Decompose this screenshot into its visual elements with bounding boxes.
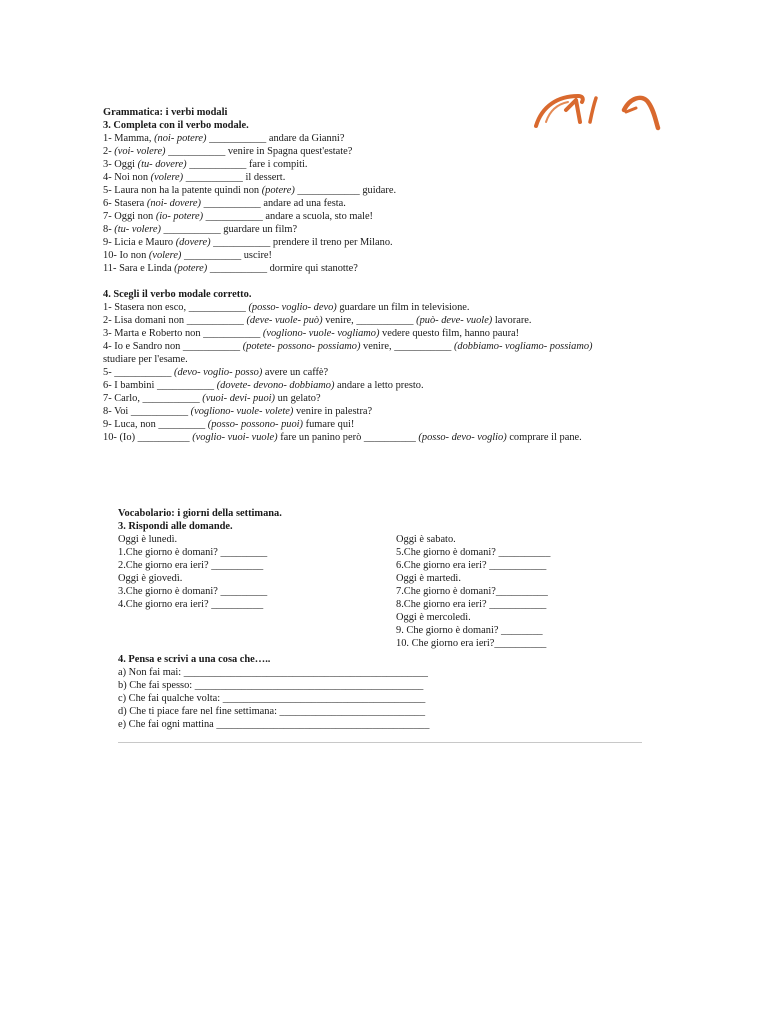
item-text: 2- Lisa domani non ___________ <box>103 315 247 326</box>
item-text: ___________ venire in Spagna quest'estate? <box>165 146 353 157</box>
verb-hint: (voi- volere) <box>114 146 166 157</box>
vocab-ex4-list <box>118 666 429 731</box>
verb-options: (può- deve- vuole) <box>416 315 493 326</box>
verb-options: (dovete- devono- dobbiamo) <box>216 380 335 391</box>
verb-options: (vogliono- vuole- vogliamo) <box>262 328 380 339</box>
grammar-ex3-title: 3. Completa con il verbo modale. <box>103 120 249 131</box>
item-text: 6- Stasera <box>103 198 147 209</box>
item-text: ___________ andare ad una festa. <box>201 198 346 209</box>
verb-options: (deve- vuole- può) <box>246 315 323 326</box>
item-text: 3- Marta e Roberto non ___________ <box>103 328 263 339</box>
vocab-right-column <box>396 533 550 650</box>
item-text: 4- Noi non <box>103 172 151 183</box>
question-line: Oggi è sabato. <box>396 534 456 545</box>
item-text: ___________ guardare un film? <box>160 224 298 235</box>
vocab-title: Vocabolario: i giorni della settimana. <box>118 508 282 519</box>
exercise-item <box>103 340 592 353</box>
spacer <box>103 275 592 288</box>
item-text: ____________ guidare. <box>294 185 397 196</box>
exercise-item <box>103 132 592 145</box>
question-line: 2.Che giorno era ieri? __________ <box>118 560 264 571</box>
item-text: venire, ___________ <box>322 315 417 326</box>
item-text: 8- Voi ___________ <box>103 406 191 417</box>
item-text: venire, ___________ <box>360 341 454 352</box>
writing-prompt: d) Che ti piace fare nel fine settimana: ____________________________ <box>118 706 426 717</box>
logo-stroke-6 <box>626 108 636 112</box>
item-text: andare a letto presto. <box>334 380 424 391</box>
grammar-ex3-list <box>103 132 592 275</box>
exercise-item <box>103 158 592 171</box>
item-text: 9- Luca, non _________ <box>103 419 208 430</box>
question-line: 1.Che giorno è domani? _________ <box>118 547 268 558</box>
exercise-item <box>103 392 592 405</box>
item-text: 10- Io non <box>103 250 149 261</box>
item-text: avere un caffè? <box>262 367 329 378</box>
verb-hint: (tu- volere) <box>114 224 161 235</box>
exercise-item <box>103 366 592 379</box>
item-text: 1- Stasera non esco, ___________ <box>103 302 249 313</box>
exercise-item <box>103 184 592 197</box>
item-text: 8- <box>103 224 115 235</box>
exercise-item <box>103 353 592 366</box>
bottom-divider <box>118 742 642 743</box>
item-text: 1- Mamma, <box>103 133 155 144</box>
exercise-item <box>103 327 592 340</box>
verb-hint: (volere) <box>150 172 184 183</box>
verb-options: (potete- possono- possiamo) <box>242 341 361 352</box>
vocab-section <box>118 507 282 533</box>
vocab-ex3-title: 3. Rispondi alle domande. <box>118 521 233 532</box>
exercise-item <box>103 405 592 418</box>
exercise-item <box>103 418 592 431</box>
exercise-item <box>103 197 592 210</box>
logo-stroke-5 <box>624 98 658 128</box>
writing-prompt: a) Non fai mai: _______________________________________________ <box>118 667 428 678</box>
item-text: 5- ___________ <box>103 367 174 378</box>
verb-hint: (potere) <box>174 263 208 274</box>
verb-hint: (dovere) <box>175 237 211 248</box>
item-text: ___________ dormire qui stanotte? <box>207 263 358 274</box>
verb-hint: (noi- potere) <box>154 133 207 144</box>
item-text: venire in palestra? <box>293 406 373 417</box>
writing-prompt: c) Che fai qualche volta: _______________________________________ <box>118 693 426 704</box>
item-text: 9- Licia e Mauro <box>103 237 176 248</box>
item-text: 3- Oggi <box>103 159 138 170</box>
question-line: Oggi è lunedì. <box>118 534 178 545</box>
question-line: 5.Che giorno è domani? __________ <box>396 547 551 558</box>
vocab-ex4-section <box>118 653 429 731</box>
grammar-section <box>103 106 592 444</box>
verb-hint: (volere) <box>148 250 182 261</box>
item-text: guardare un film in televisione. <box>336 302 470 313</box>
exercise-item <box>103 210 592 223</box>
grammar-ex4-title: 4. Scegli il verbo modale corretto. <box>103 289 252 300</box>
writing-prompt: b) Che fai spesso: ____________________________________________ <box>118 680 424 691</box>
question-line: 6.Che giorno era ieri? ___________ <box>396 560 547 571</box>
vocab-ex4-title: 4. Pensa e scrivi a una cosa che….. <box>118 654 271 665</box>
item-text: 5- Laura non ha la patente quindi non <box>103 185 262 196</box>
exercise-item <box>103 171 592 184</box>
item-text: fare un panino però __________ <box>277 432 419 443</box>
item-text: lavorare. <box>492 315 532 326</box>
item-text: 10- (Io) __________ <box>103 432 193 443</box>
verb-hint: (potere) <box>261 185 295 196</box>
exercise-item <box>103 236 592 249</box>
verb-options: (posso- possono- puoi) <box>207 419 304 430</box>
item-text: vedere questo film, hanno paura! <box>379 328 520 339</box>
grammar-ex4-list <box>103 301 592 444</box>
item-text: 7- Oggi non <box>103 211 156 222</box>
item-text: studiare per l'esame. <box>103 354 188 365</box>
question-line: 7.Che giorno è domani?__________ <box>396 586 548 597</box>
item-text: 4- Io e Sandro non ___________ <box>103 341 243 352</box>
verb-hint: (tu- dovere) <box>137 159 187 170</box>
question-line: 10. Che giorno era ieri?__________ <box>396 638 547 649</box>
question-line: Oggi è giovedì. <box>118 573 183 584</box>
item-text: un gelato? <box>275 393 321 404</box>
question-line: Oggi è martedì. <box>396 573 461 584</box>
verb-options: (posso- devo- voglio) <box>418 432 507 443</box>
exercise-item <box>103 431 592 444</box>
item-text: ___________ andare da Gianni? <box>206 133 345 144</box>
exercise-item <box>103 301 592 314</box>
verb-hint: (noi- dovere) <box>146 198 201 209</box>
exercise-item <box>103 249 592 262</box>
question-line: 9. Che giorno è domani? ________ <box>396 625 543 636</box>
exercise-item <box>103 314 592 327</box>
item-text: ___________ uscire! <box>181 250 273 261</box>
item-text: comprare il pane. <box>506 432 582 443</box>
verb-hint: (io- potere) <box>155 211 204 222</box>
exercise-item <box>103 379 592 392</box>
question-line: 4.Che giorno era ieri? __________ <box>118 599 264 610</box>
exercise-item <box>103 223 592 236</box>
question-line: Oggi è mercoledì. <box>396 612 471 623</box>
vocab-left-column <box>118 533 267 611</box>
verb-options: (dobbiamo- vogliamo- possiamo) <box>453 341 593 352</box>
item-text: 6- I bambini ___________ <box>103 380 217 391</box>
writing-prompt: e) Che fai ogni mattina _________________________________________ <box>118 719 430 730</box>
item-text: 2- <box>103 146 115 157</box>
exercise-item <box>103 262 592 275</box>
verb-options: (vuoi- devi- puoi) <box>202 393 275 404</box>
verb-options: (vogliono- vuole- volete) <box>190 406 294 417</box>
item-text: fumare qui! <box>303 419 355 430</box>
question-line: 8.Che giorno era ieri? ___________ <box>396 599 547 610</box>
item-text: 11- Sara e Linda <box>103 263 175 274</box>
verb-options: (voglio- vuoi- vuole) <box>192 432 278 443</box>
verb-options: (devo- voglio- posso) <box>174 367 263 378</box>
verb-options: (posso- voglio- devo) <box>248 302 337 313</box>
item-text: ___________ andare a scuola, sto male! <box>203 211 374 222</box>
item-text: ___________ fare i compiti. <box>186 159 308 170</box>
item-text: ___________ prendere il treno per Milano. <box>210 237 393 248</box>
exercise-item <box>103 145 592 158</box>
grammar-title: Grammatica: i verbi modali <box>103 107 228 118</box>
question-line: 3.Che giorno è domani? _________ <box>118 586 268 597</box>
item-text: ___________ il dessert. <box>183 172 286 183</box>
item-text: 7- Carlo, ___________ <box>103 393 203 404</box>
